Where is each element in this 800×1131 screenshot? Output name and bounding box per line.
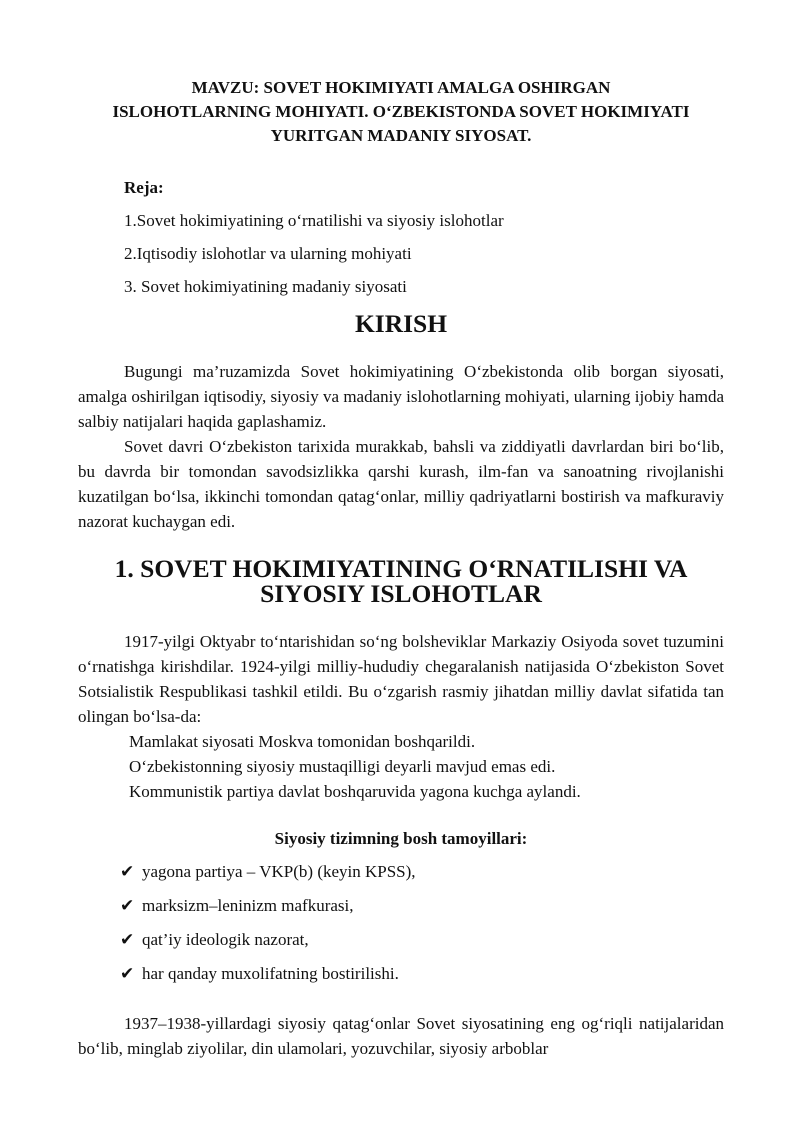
section-1-heading: 1. SOVET HOKIMIYATINING O‘RNATILISHI VA SIYOSIY ISLOHOTLAR: [114, 554, 688, 608]
plan-item: 3. Sovet hokimiyatining madaniy siyosati: [124, 277, 407, 296]
plan-section: [124, 175, 724, 299]
principle-item: [120, 859, 724, 884]
title-line-2: ISLOHOTLARNING MOHIYATI. O‘ZBEKISTONDA SOVET HOKIMIYATI: [112, 102, 690, 121]
principle-item: [120, 893, 724, 918]
intro-paragraph: Bugungi ma’ruzamizda Sovet hokimiyatining O‘zbekistonda olib borgan siyosati, amalga oshirilgan iqtisodiy, siyosiy va madaniy islohotlarning mohiyati, ularning ijobiy hamda salbiy natijalari haqida gaplashamiz.: [78, 362, 724, 431]
check-icon: ✔: [120, 964, 135, 983]
intro-heading: KIRISH: [354, 309, 448, 338]
principle-item: [120, 961, 724, 986]
section-1-paragraph: 1917-yilgi Oktyabr to‘ntarishidan so‘ng bolsheviklar Markaziy Osiyoda sovet tuzumini o‘rnatishga kirishdilar. 1924-yilgi milliy-hududiy chegaralanish natijasida O‘zbekiston Sovet Sotsialistik Respublikasi tashkil etildi. Bu o‘zgarish rasmiy jihatdan milliy davlat sifatida tan olingan bo‘lsa-da:: [78, 632, 724, 726]
title-line-1: MAVZU: SOVET HOKIMIYATI AMALGA OSHIRGAN: [191, 78, 611, 97]
principle-text: yagona partiya – VKP(b) (keyin KPSS),: [142, 862, 416, 881]
principle-text: har qanday muxolifatning bostirilishi.: [142, 964, 399, 983]
check-icon: ✔: [120, 896, 135, 915]
plan-heading: Reja:: [124, 178, 164, 197]
principle-text: qat’iy ideologik nazorat,: [142, 930, 309, 949]
principles-heading: Siyosiy tizimning bosh tamoyillari:: [274, 829, 528, 848]
principle-item: [120, 927, 724, 952]
principle-text: marksizm–leninizm mafkurasi,: [142, 896, 354, 915]
plan-item: 1.Sovet hokimiyatining o‘rnatilishi va siyosiy islohotlar: [124, 211, 504, 230]
title-line-3: YURITGAN MADANIY SIYOSAT.: [270, 126, 532, 145]
point-item: Kommunistik partiya davlat boshqaruvida yagona kuchga aylandi.: [129, 782, 581, 801]
spacer: [78, 995, 724, 1011]
point-item: Mamlakat siyosati Moskva tomonidan boshqarildi.: [129, 732, 476, 751]
document-page: [78, 76, 724, 1061]
check-icon: ✔: [120, 930, 135, 949]
closing-paragraph: 1937–1938-yillardagi siyosiy qatag‘onlar Sovet siyosatining eng og‘riqli natijalaridan bo‘lib, minglab ziyolilar, din ulamolari, yozuvchilar, siyosiy arboblar: [78, 1014, 724, 1058]
intro-paragraph: Sovet davri O‘zbekiston tarixida murakkab, bahsli va ziddiyatli davrlardan biri bo‘lib, bu davrda bir tomondan savodsizlikka qarshi kurash, ilm-fan va sanoatning rivojlanishi kuzatilgan bo‘lsa, ikkinchi tomondan qatag‘onlar, milliy qadriyatlarni bostirish va mafkuraviy nazorat kuchaygan edi.: [78, 437, 724, 531]
point-item: O‘zbekistonning siyosiy mustaqilligi deyarli mavjud emas edi.: [129, 757, 556, 776]
check-icon: ✔: [120, 862, 135, 881]
document-title: [78, 76, 724, 148]
plan-item: 2.Iqtisodiy islohotlar va ularning mohiyati: [124, 244, 412, 263]
